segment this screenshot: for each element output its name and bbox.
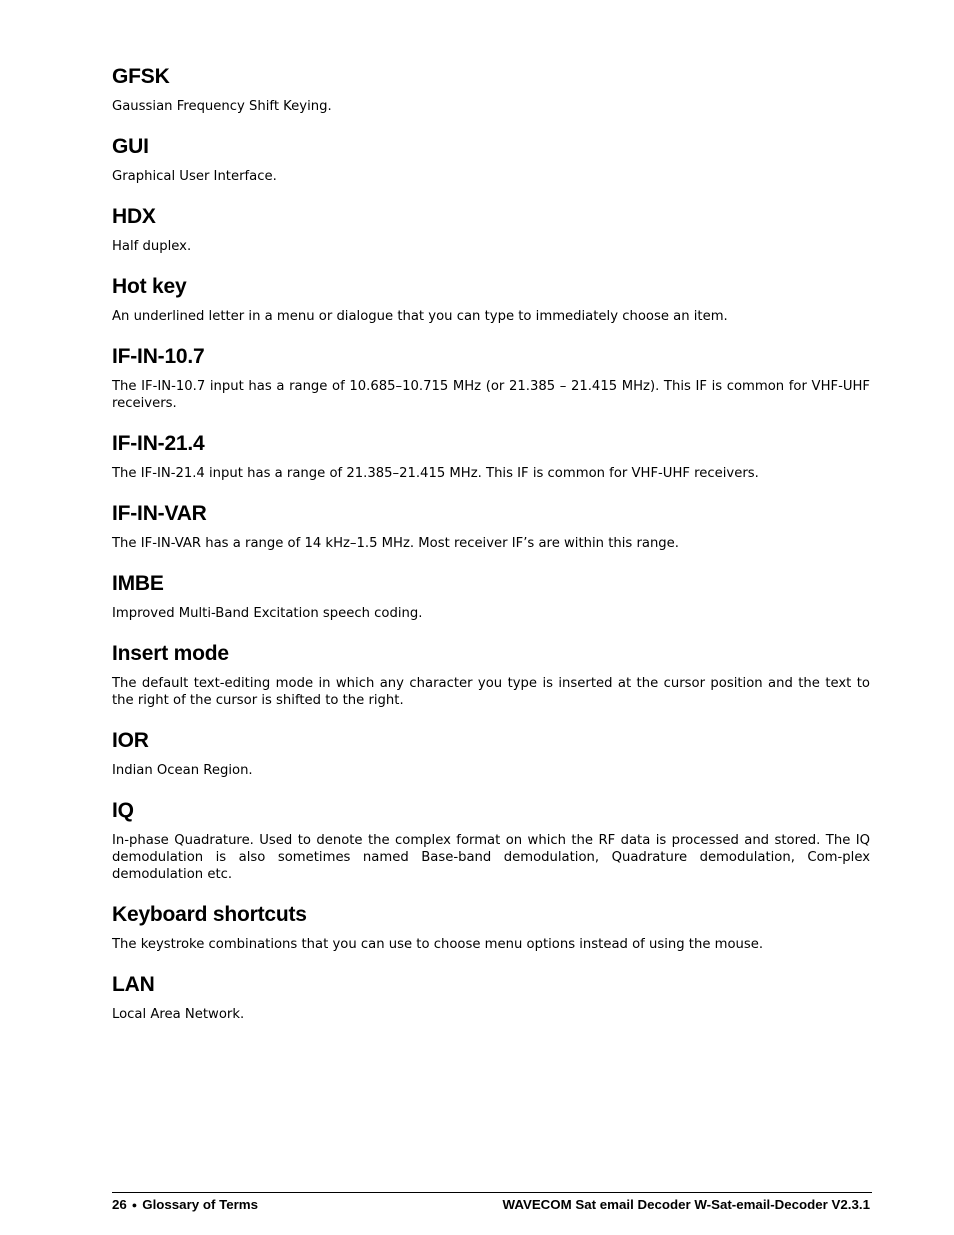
term-heading: Insert mode <box>112 642 229 665</box>
glossary-entry-gfsk <box>112 64 870 115</box>
term-definition: Indian Ocean Region. <box>112 763 253 778</box>
term-definition: Local Area Network. <box>112 1007 245 1022</box>
glossary-entry-insert-mode <box>112 641 870 709</box>
term-definition: Improved Multi-Band Excitation speech coding. <box>112 606 423 621</box>
term-heading: Hot key <box>112 275 187 298</box>
page-number: 26 <box>112 1197 127 1212</box>
glossary-entry-hot-key <box>112 274 870 325</box>
glossary-entry-lan <box>112 972 870 1023</box>
glossary-content <box>112 64 870 1042</box>
footer-divider <box>112 1192 872 1193</box>
bullet-icon: ● <box>131 1200 138 1210</box>
glossary-entry-if-in-var <box>112 501 870 552</box>
glossary-entry-imbe <box>112 571 870 622</box>
term-heading: IF-IN-21.4 <box>112 432 205 455</box>
glossary-entry-if-in-21-4 <box>112 431 870 482</box>
glossary-entry-keyboard-shortcuts <box>112 902 870 953</box>
term-heading: HDX <box>112 205 156 228</box>
term-definition: Gaussian Frequency Shift Keying. <box>112 99 332 114</box>
glossary-entry-if-in-10-7 <box>112 344 870 412</box>
term-heading: IMBE <box>112 572 164 595</box>
document-title: WAVECOM Sat email Decoder W-Sat-email-Decoder V2.3.1 <box>502 1197 870 1212</box>
term-definition: Graphical User Interface. <box>112 169 277 184</box>
section-name: Glossary of Terms <box>142 1197 259 1212</box>
term-heading: Keyboard shortcuts <box>112 903 307 926</box>
term-heading: GFSK <box>112 65 170 88</box>
term-definition: The keystroke combinations that you can use to choose menu options instead of using the mouse. <box>112 937 764 952</box>
term-heading: IQ <box>112 799 134 822</box>
term-heading: GUI <box>112 135 149 158</box>
term-heading: IF-IN-10.7 <box>112 345 205 368</box>
glossary-entry-gui <box>112 134 870 185</box>
term-definition: The IF-IN-21.4 input has a range of 21.385–21.415 MHz. This IF is common for VHF-UHF receivers. <box>112 466 759 481</box>
glossary-entry-ior <box>112 728 870 779</box>
glossary-entry-hdx <box>112 204 870 255</box>
term-definition: The default text-editing mode in which any character you type is inserted at the cursor position and the text to the right of the cursor is shifted to the right. <box>112 676 870 708</box>
term-heading: IF-IN-VAR <box>112 502 207 525</box>
term-definition: An underlined letter in a menu or dialogue that you can type to immediately choose an item. <box>112 309 728 324</box>
glossary-entry-iq <box>112 798 870 883</box>
term-heading: LAN <box>112 973 155 996</box>
page-footer <box>112 1196 870 1214</box>
footer-left <box>112 1196 258 1214</box>
term-definition: Half duplex. <box>112 239 192 254</box>
term-definition: The IF-IN-VAR has a range of 14 kHz–1.5 MHz. Most receiver IF’s are within this range. <box>112 536 679 551</box>
term-definition: The IF-IN-10.7 input has a range of 10.685–10.715 MHz (or 21.385 – 21.415 MHz). This IF is common for VHF-UHF receivers. <box>112 379 870 411</box>
term-heading: IOR <box>112 729 149 752</box>
term-definition: In-phase Quadrature. Used to denote the complex format on which the RF data is processed and stored. The IQ demodulation is also sometimes named Base-band demodulation, Quadrature demodulation, Com-plex demodulation etc. <box>112 833 870 882</box>
